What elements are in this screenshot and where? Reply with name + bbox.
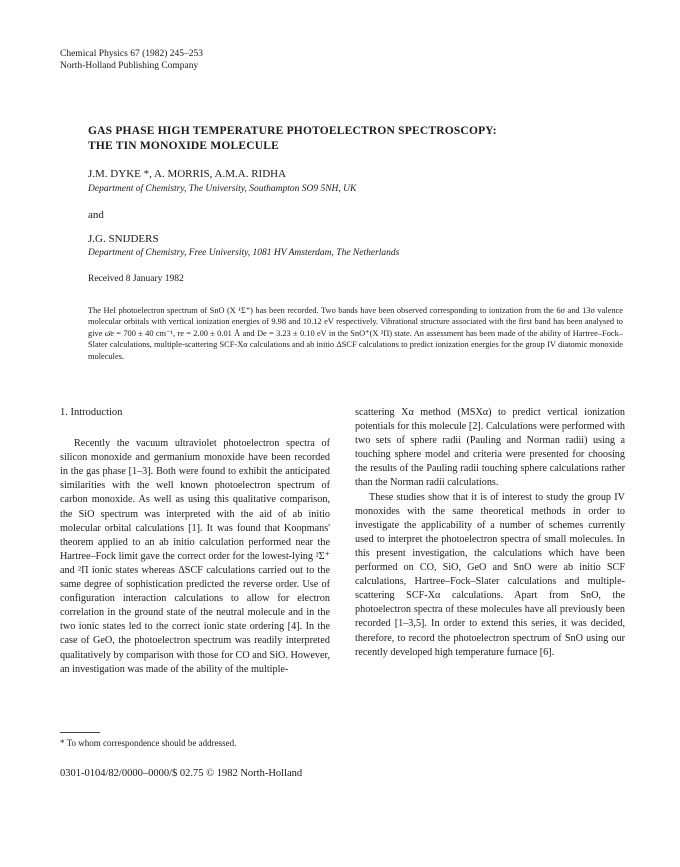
body-column-right — [355, 406, 625, 660]
author-group-2: J.G. SNIJDERS — [88, 233, 159, 245]
paragraph: scattering Xα method (MSXα) to predict vertical ionization potentials for this molecule [2]. Calculations were performed with two sets of sphere radii (Pauling and Norman radii) using a touching sphere model and criteria were presented for choosing the results of the Pauling radii touching sphere calculations rather than the Norman radii calculations. — [355, 407, 625, 489]
copyright-line: 0301-0104/82/0000–0000/$ 02.75 © 1982 North-Holland — [60, 768, 303, 779]
paragraph: Recently the vacuum ultraviolet photoelectron spectra of silicon monoxide and germanium monoxide have been recorded in the gas phase [1–3]. Both were found to exhibit the anticipated similarities with the well known photoelectron spectrum of carbon monoxide. As well as using this qualitative comparison, the SiO spectrum was interpreted with the aid of ab initio molecular orbital calculations [1]. It was found that Koopmans' theorem applied to an ab initio calculation performed near the Hartree–Fock limit gave the correct order for the lowest-lying ²Σ⁺ and ²Π ionic states whereas ΔSCF calculations carried out to the same degree of sophistication predicted the reverse order. Use of configuration interaction calculations to allow for electron correlation in the ground state of the neutral molecule and in the two ionic states led to the correct ionic state ordering [4]. In the case of GeO, the photoelectron spectrum was readily interpreted qualitatively by comparison with those for CO and SiO. However, an investigation was made of the ability of the multiple- — [60, 438, 330, 675]
title-line-2: THE TIN MONOXIDE MOLECULE — [88, 140, 280, 152]
journal-citation: Chemical Physics 67 (1982) 245–253 — [60, 49, 204, 59]
section-heading: 1. Introduction — [60, 407, 123, 418]
footnote-rule — [60, 732, 100, 733]
received-date: Received 8 January 1982 — [88, 274, 184, 284]
author-conjunction: and — [88, 209, 104, 221]
title-line-1: GAS PHASE HIGH TEMPERATURE PHOTOELECTRON SPECTROSCOPY: — [88, 125, 497, 137]
abstract: The HeI photoelectron spectrum of SnO (X ¹Σ⁺) has been recorded. Two bands have been observed corresponding to ionization from the 6σ and 13σ valence molecular orbitals with vertical ionization energies of 9.98 and 10.12 eV respectively. Vibrational structure associated with the first band has been analysed to give ω̄e = 700 ± 40 cm⁻¹, re = 2.00 ± 0.01 Å and De = 3.23 ± 0.10 eV in the SnO⁺(X ²Π) state. An assessment has been made of the ability of Hartree–Fock–Slater calculations, multiple-scattering SCF-Xα calculations and ab initio ΔSCF calculations to predict ionization energies for the group IV diatomic monoxide molecules. — [88, 306, 623, 361]
affiliation-1: Department of Chemistry, The University, Southampton SO9 5NH, UK — [88, 184, 357, 194]
publisher: North-Holland Publishing Company — [60, 61, 199, 71]
journal-header — [60, 48, 203, 72]
affiliation-2: Department of Chemistry, Free University, 1081 HV Amsterdam, The Netherlands — [88, 248, 400, 258]
paper-title — [88, 124, 497, 154]
author-group-1: J.M. DYKE *, A. MORRIS, A.M.A. RIDHA — [88, 168, 287, 180]
body-column-left — [60, 406, 330, 677]
footnote: * To whom correspondence should be addressed. — [60, 738, 237, 748]
paragraph: These studies show that it is of interest to study the group IV monoxides with the same theoretical methods in order to investigate the applicability of a number of schemes currently used to interpret the photoelectron spectra of small molecules. In this present investigation, the calculations which have been performed on CO, SiO, GeO and SnO were ab initio SCF calculations, Hartree–Fock–Slater calculations and multiple-scattering SCF-Xα calculations. Apart from SnO, the photoelectron spectra of these molecules have all previously been recorded [1–3,5]. In order to extend this series, it was decided, therefore, to record the photoelectron spectrum of SnO using our recently developed high temperature furnace [6]. — [355, 491, 625, 658]
